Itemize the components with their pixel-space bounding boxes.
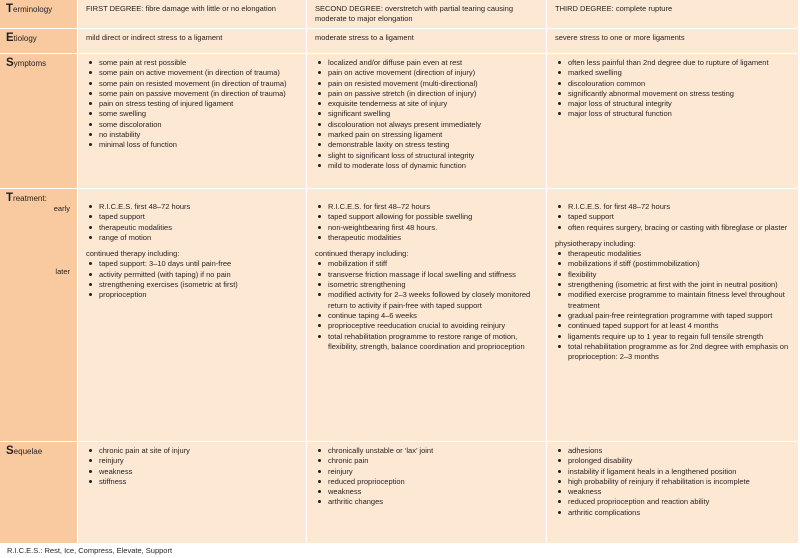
list-item: often requires surgery, bracing or casting with fibreglase or plaster bbox=[555, 223, 793, 233]
list-item: pain on stress testing of injured ligament bbox=[86, 99, 301, 109]
list-item: major loss of structural integrity bbox=[555, 99, 793, 109]
sublabel-early: early bbox=[53, 204, 70, 214]
list-item: discolouration common bbox=[555, 79, 793, 89]
symptoms-first-list bbox=[86, 58, 301, 151]
list-item: continue taping 4–6 weeks bbox=[315, 311, 541, 321]
list-item: weakness bbox=[86, 467, 301, 477]
list-item: reduced proprioception and reaction ability bbox=[555, 497, 793, 507]
row-label-symptoms bbox=[0, 54, 78, 189]
cell-treatment-third bbox=[547, 189, 798, 442]
treatment-second-early-list bbox=[315, 202, 541, 243]
treatment-first-later-list bbox=[86, 259, 301, 300]
sequelae-third-list bbox=[555, 446, 793, 518]
label-initial: S bbox=[6, 57, 14, 69]
list-item: significantly abnormal movement on stress testing bbox=[555, 89, 793, 99]
label-text: reatment: bbox=[13, 194, 47, 203]
label-initial: T bbox=[6, 3, 14, 15]
row-label-etiology bbox=[0, 29, 78, 54]
list-item: taped support: 3–10 days until pain-free bbox=[86, 259, 301, 269]
cell-symptoms-third bbox=[547, 54, 798, 189]
list-item: total rehabilitation programme as for 2nd degree with emphasis on proprioception: 2–3 months bbox=[555, 342, 793, 363]
list-item: R.I.C.E.S. first 48–72 hours bbox=[86, 202, 301, 212]
list-item: transverse friction massage if local swelling and stiffness bbox=[315, 270, 541, 280]
list-item: arthritic complications bbox=[555, 508, 793, 518]
list-item: no instability bbox=[86, 130, 301, 140]
label-initial: E bbox=[6, 32, 14, 44]
list-item: significant swelling bbox=[315, 109, 541, 119]
list-item: R.I.C.E.S. for first 48–72 hours bbox=[555, 202, 793, 212]
cell-sequelae-third bbox=[547, 442, 798, 544]
label-initial: T bbox=[6, 192, 14, 204]
label-text: ymptoms bbox=[13, 59, 47, 68]
cell-terminology-first: FIRST DEGREE: fibre damage with little or no elongation bbox=[78, 0, 307, 29]
sequelae-second-list bbox=[315, 446, 541, 508]
list-item: mobilizations if stiff (postimmobilization) bbox=[555, 259, 793, 269]
list-item: demonstrable laxity on stress testing bbox=[315, 140, 541, 150]
list-item: range of motion bbox=[86, 233, 301, 243]
list-item: reduced proprioception bbox=[315, 477, 541, 487]
list-item: minimal loss of function bbox=[86, 140, 301, 150]
list-item: strengthening exercises (isometric at first) bbox=[86, 280, 301, 290]
list-item: arthritic changes bbox=[315, 497, 541, 507]
list-item: flexibility bbox=[555, 270, 793, 280]
list-item: reinjury bbox=[315, 467, 541, 477]
treatment-first-later-intro: continued therapy including: bbox=[86, 249, 180, 259]
list-item: activity permitted (with taping) if no pain bbox=[86, 270, 301, 280]
list-item: ligaments require up to 1 year to regain full tensile strength bbox=[555, 332, 793, 342]
sequelae-first-list bbox=[86, 446, 301, 487]
cell-etiology-third: severe stress to one or more ligaments bbox=[547, 29, 798, 54]
list-item: continued taped support for at least 4 months bbox=[555, 321, 793, 331]
list-item: therapeutic modalities bbox=[86, 223, 301, 233]
cell-symptoms-second bbox=[307, 54, 547, 189]
list-item: discolouration not always present immediately bbox=[315, 120, 541, 130]
list-item: chronic pain bbox=[315, 456, 541, 466]
cell-terminology-second: SECOND DEGREE: overstretch with partial tearing causing moderate to major elongation bbox=[307, 0, 547, 29]
list-item: pain on resisted movement (multi-directional) bbox=[315, 79, 541, 89]
list-item: gradual pain-free reintegration programme with taped support bbox=[555, 311, 793, 321]
list-item: taped support bbox=[555, 212, 793, 222]
list-item: non-weightbearing first 48 hours. bbox=[315, 223, 541, 233]
list-item: taped support allowing for possible swelling bbox=[315, 212, 541, 222]
list-item: some pain on passive movement (in direction of trauma) bbox=[86, 89, 301, 99]
cell-etiology-second: moderate stress to a ligament bbox=[307, 29, 547, 54]
label-initial: S bbox=[6, 445, 14, 457]
cell-sequelae-second bbox=[307, 442, 547, 544]
label-text: erminology bbox=[13, 5, 53, 14]
cell-sequelae-first bbox=[78, 442, 307, 544]
list-item: chronic pain at site of injury bbox=[86, 446, 301, 456]
list-item: prolonged disability bbox=[555, 456, 793, 466]
list-item: pain on passive stretch (in direction of injury) bbox=[315, 89, 541, 99]
list-item: isometric strengthening bbox=[315, 280, 541, 290]
cell-treatment-first bbox=[78, 189, 307, 442]
label-text: tiology bbox=[13, 34, 37, 43]
treatment-first-early-list bbox=[86, 202, 301, 243]
list-item: mild to moderate loss of dynamic function bbox=[315, 161, 541, 171]
cell-terminology-third: THIRD DEGREE: complete rupture bbox=[547, 0, 798, 29]
list-item: reinjury bbox=[86, 456, 301, 466]
list-item: proprioceptive reeducation crucial to avoiding reinjury bbox=[315, 321, 541, 331]
list-item: localized and/or diffuse pain even at rest bbox=[315, 58, 541, 68]
list-item: some pain at rest possible bbox=[86, 58, 301, 68]
footnote: R.I.C.E.S.: Rest, Ice, Compress, Elevate, Support bbox=[7, 546, 173, 555]
list-item: exquisite tenderness at site of injury bbox=[315, 99, 541, 109]
list-item: stiffness bbox=[86, 477, 301, 487]
list-item: some swelling bbox=[86, 109, 301, 119]
list-item: therapeutic modalities bbox=[555, 249, 793, 259]
list-item: weakness bbox=[315, 487, 541, 497]
row-label-sequelae bbox=[0, 442, 78, 544]
cell-etiology-first: mild direct or indirect stress to a ligament bbox=[78, 29, 307, 54]
list-item: pain on active movement (direction of injury) bbox=[315, 68, 541, 78]
list-item: therapeutic modalities bbox=[315, 233, 541, 243]
list-item: often less painful than 2nd degree due to rupture of ligament bbox=[555, 58, 793, 68]
treatment-third-later-list bbox=[555, 249, 793, 362]
list-item: slight to significant loss of structural integrity bbox=[315, 151, 541, 161]
list-item: marked swelling bbox=[555, 68, 793, 78]
treatment-second-later-list bbox=[315, 259, 541, 352]
list-item: adhesions bbox=[555, 446, 793, 456]
list-item: mobilization if stiff bbox=[315, 259, 541, 269]
treatment-third-later-intro: physiotherapy including: bbox=[555, 238, 636, 248]
list-item: strengthening (isometric at first with the joint in neutral position) bbox=[555, 280, 793, 290]
list-item: chronically unstable or ‘lax’ joint bbox=[315, 446, 541, 456]
list-item: taped support bbox=[86, 212, 301, 222]
sublabel-later: later bbox=[55, 266, 70, 276]
list-item: modified exercise programme to maintain fitness level throughout treatment bbox=[555, 290, 793, 311]
row-label-treatment bbox=[0, 189, 78, 442]
symptoms-second-list bbox=[315, 58, 541, 171]
cell-treatment-second bbox=[307, 189, 547, 442]
row-label-terminology bbox=[0, 0, 78, 29]
treatment-second-later-intro: continued therapy including: bbox=[315, 249, 409, 259]
list-item: modified activity for 2–3 weeks followed by closely monitored return to activity if pain-free with taped support bbox=[315, 290, 541, 311]
list-item: some pain on active movement (in direction of trauma) bbox=[86, 68, 301, 78]
label-text: equelae bbox=[13, 447, 43, 456]
symptoms-third-list bbox=[555, 58, 793, 120]
list-item: proprioception bbox=[86, 290, 301, 300]
cell-symptoms-first bbox=[78, 54, 307, 189]
list-item: weakness bbox=[555, 487, 793, 497]
list-item: instability if ligament heals in a lengthened position bbox=[555, 467, 793, 477]
list-item: major loss of structural function bbox=[555, 109, 793, 119]
list-item: high probability of reinjury if rehabilitation is incomplete bbox=[555, 477, 793, 487]
list-item: some discoloration bbox=[86, 120, 301, 130]
list-item: total rehabilitation programme to restore range of motion, flexibility, strength, balance coordination and proprioception bbox=[315, 332, 541, 353]
list-item: marked pain on stressing ligament bbox=[315, 130, 541, 140]
list-item: R.I.C.E.S. for first 48–72 hours bbox=[315, 202, 541, 212]
treatment-third-early-list bbox=[555, 202, 793, 233]
list-item: some pain on resisted movement (in direction of trauma) bbox=[86, 79, 301, 89]
